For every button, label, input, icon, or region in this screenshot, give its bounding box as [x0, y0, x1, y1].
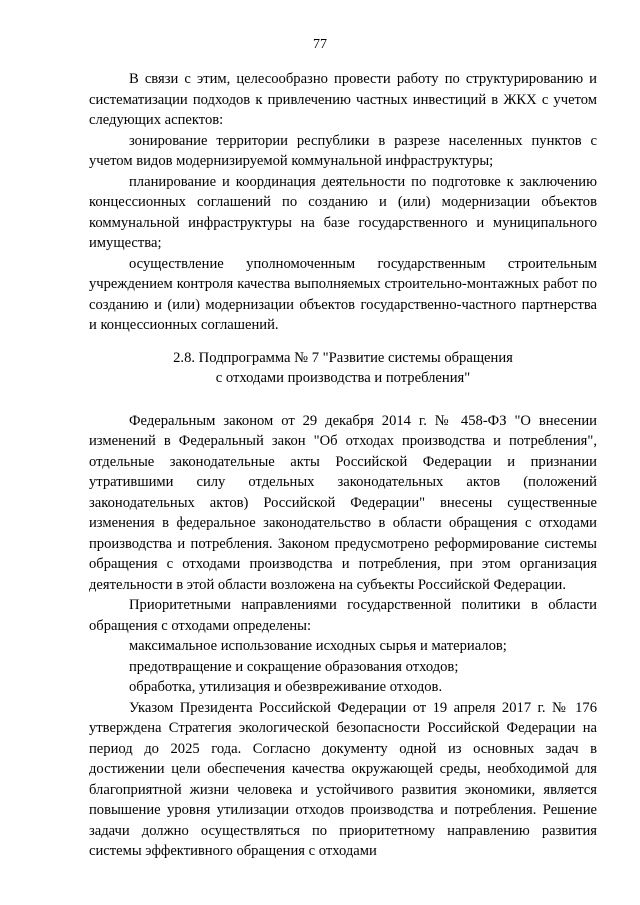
list-item-planning: планирование и координация деятельности по подготовке к заключению концессионных соглашений по созданию и (или) модернизации объектов коммунальной инфраструктуры на базе государственного и муниципального имущества; [89, 173, 597, 251]
paragraph-presidential-decree: Указом Президента Российской Федерации от 19 апреля 2017 г. № 176 утверждена Стратегия экологической безопасности Российской Федерации на период до 2025 года. Согласно документу одной из основных задач в достижении цели обеспечения качества окружающей среды, необходимой для благоприятной жизни человека и устойчивого развития экономики, является повышение уровня утилизации отходов производства и потребления. Решение задачи должно осуществляться по приоритетному направлению развития системы эффективного обращения с отходами [89, 699, 597, 859]
body-text [89, 69, 597, 862]
section-heading-line-2: с отходами производства и потребления" [215, 370, 471, 386]
list-item-max-use: максимальное использование исходных сырья и материалов; [129, 638, 507, 654]
paragraph-intro: В связи с этим, целесообразно провести работу по структурированию и систематизации подходов к привлечению частных инвестиций в ЖКХ с учетом следующих аспектов: [89, 71, 597, 128]
paragraph-federal-law: Федеральным законом от 29 декабря 2014 г. № 458-ФЗ "О внесении изменений в Федеральный закон "Об отходах производства и потребления", отдельные законодательные акты Российской Федерации и признании утратившими силу отдельных законодательных актов (положений законодательных актов) Российской Федерации" внесены существенные изменения в федеральное законодательство в области обращения с отходами производства и потребления. Законом предусмотрено реформирование системы обращения с отходами производства и потребления, при этом организация деятельности в этой области возложена на субъекты Российской Федерации. [89, 412, 597, 593]
list-item-zoning: зонирование территории республики в разрезе населенных пунктов с учетом видов модернизируемой коммунальной инфраструктуры; [89, 132, 597, 169]
page-number: 77 [313, 37, 327, 52]
list-item-prevention: предотвращение и сокращение образования отходов; [129, 658, 459, 675]
section-heading [89, 348, 597, 389]
paragraph-priorities: Приоритетными направлениями государственной политики в области обращения с отходами определены: [89, 597, 597, 634]
section-heading-line-1: 2.8. Подпрограмма № 7 "Развитие системы обращения [173, 349, 513, 366]
list-item-processing: обработка, утилизация и обезвреживание отходов. [129, 679, 443, 695]
list-item-quality-control: осуществление уполномоченным государственным строительным учреждением контроля качества выполняемых строительно-монтажных работ по созданию и (или) модернизации объектов государственно-частного партнерства и концессионных соглашений. [89, 255, 597, 333]
